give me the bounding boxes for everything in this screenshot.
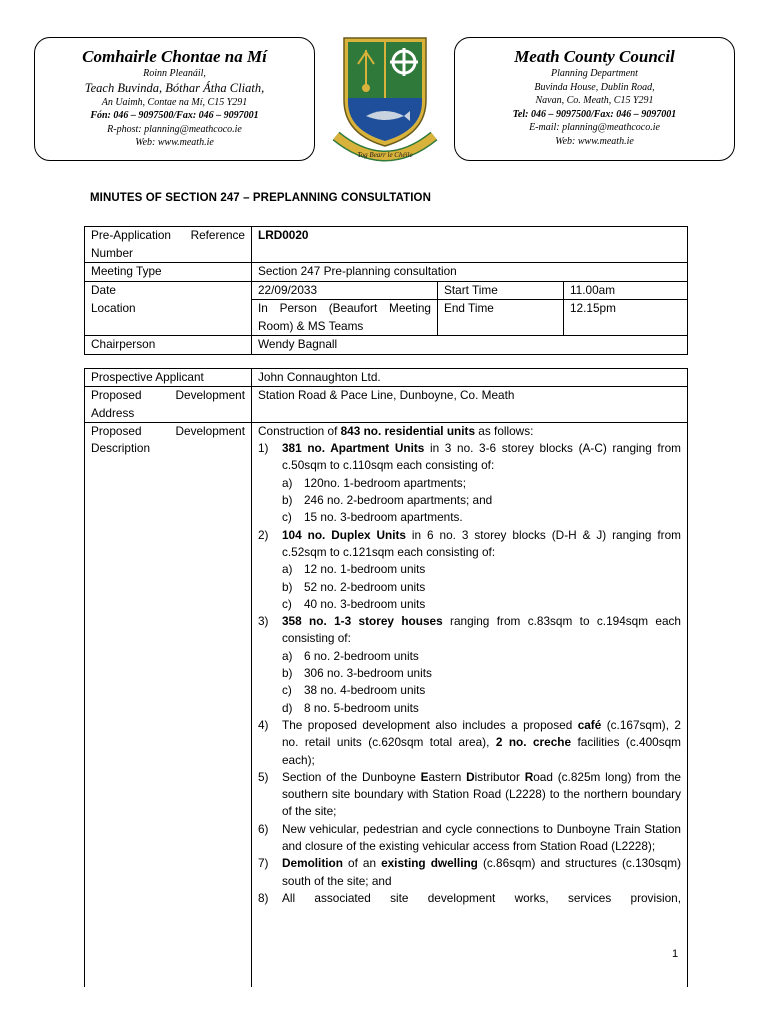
table-row xyxy=(85,369,688,387)
header-irish-web: Web: www.meath.ie xyxy=(135,137,214,148)
header-irish-phone: Fón: 046 – 9097500/Fax: 046 – 9097001 xyxy=(90,110,259,121)
header-english-line: Planning Department xyxy=(551,68,638,79)
address-value: Station Road & Pace Line, Dunboyne, Co. Meath xyxy=(252,387,688,423)
location-value: In Person (Beaufort Meeting Room) & MS Teams xyxy=(252,300,438,336)
application-table xyxy=(84,368,688,987)
list-item: 5) Section of the Dunboyne Eastern Distributor Road (c.825m long) from the southern site boundary with Station Road (L2228) to the northern boundary of the site; xyxy=(258,769,681,819)
applicant-label: Prospective Applicant xyxy=(85,369,252,387)
table-row xyxy=(85,387,688,423)
table-row xyxy=(85,227,688,263)
header-english-title: Meath County Council xyxy=(514,47,675,66)
page-number: 1 xyxy=(672,948,679,960)
end-time-value: 12.15pm xyxy=(564,300,688,336)
chairperson-label: Chairperson xyxy=(85,336,252,355)
table-row xyxy=(85,422,688,987)
meeting-details-table xyxy=(84,226,688,355)
list-item: c) 38 no. 4-bedroom units xyxy=(282,683,426,698)
address-label: Proposed Development Address xyxy=(85,387,252,423)
location-label: Location xyxy=(85,300,252,336)
list-item: a) 6 no. 2-bedroom units xyxy=(282,648,419,663)
list-item: c) 40 no. 3-bedroom units xyxy=(282,596,426,611)
description-value xyxy=(252,422,688,987)
description-label: Proposed Development Description xyxy=(85,422,252,987)
list-item: b) 306 no. 3-bedroom units xyxy=(282,666,432,681)
header-irish-line: Teach Buvinda, Bóthar Átha Cliath, xyxy=(84,80,265,95)
table-row xyxy=(85,336,688,355)
list-item: a) 120no. 1-bedroom apartments; xyxy=(282,475,466,490)
date-value: 22/09/2033 xyxy=(252,281,438,300)
header-irish-line: An Uaimh, Contae na Mí, C15 Y291 xyxy=(101,96,248,108)
list-item: 6) New vehicular, pedestrian and cycle connections to Dunboyne Train Station and closure of the existing vehicular access from Station Road (L2228); xyxy=(258,821,681,854)
list-item: 3) 358 no. 1-3 storey houses ranging from c.83sqm to c.194sqm each consisting of: a) 6 no. 2-bedroom units b) 306 no. 3-bedroom units c) 38 no. 4-bedroom units d) 8 no. 5-bedroom units xyxy=(258,613,681,717)
header-irish-email: R-phost: planning@meathcoco.ie xyxy=(107,123,242,135)
list-item: c) 15 no. 3-bedroom apartments. xyxy=(282,510,463,525)
applicant-value: John Connaughton Ltd. xyxy=(252,369,688,387)
chairperson-value: Wendy Bagnall xyxy=(252,336,688,355)
header-english-email: E-mail: planning@meathcoco.ie xyxy=(529,122,660,133)
meeting-type-value: Section 247 Pre-planning consultation xyxy=(252,263,688,282)
header-english-box xyxy=(454,37,735,161)
header-english-web: Web: www.meath.ie xyxy=(555,135,634,147)
table-row xyxy=(85,281,688,300)
header-english-line: Navan, Co. Meath, C15 Y291 xyxy=(535,95,654,106)
table-row xyxy=(85,263,688,282)
start-time-value: 11.00am xyxy=(564,281,688,300)
list-item: 7) Demolition of an existing dwelling (c.86sqm) and structures (c.130sqm) south of the site; and xyxy=(258,856,682,888)
description-list xyxy=(258,440,681,907)
list-item: 8) All associated site development works, services provision, xyxy=(258,890,681,905)
list-item: a) 12 no. 1-bedroom units xyxy=(282,562,426,577)
header-irish-title: Comhairle Chontae na Mí xyxy=(82,47,267,66)
header-english-phone: Tel: 046 – 9097500/Fax: 046 – 9097001 xyxy=(512,108,677,120)
end-time-label: End Time xyxy=(438,300,564,336)
council-crest-logo xyxy=(330,30,440,164)
list-item: b) 52 no. 2-bedroom units xyxy=(282,579,426,594)
list-item: b) 246 no. 2-bedroom apartments; and xyxy=(282,493,493,508)
list-item: d) 8 no. 5-bedroom units xyxy=(282,700,419,715)
list-item: 2) 104 no. Duplex Units in 6 no. 3 storey blocks (D-H & J) ranging from c.52sqm to c.121sqm each consisting of: a) 12 no. 1-bedroom units b) 52 no. 2-bedroom units c) 40 no. 3-bedroom units xyxy=(258,527,681,613)
header-irish-box xyxy=(34,37,315,161)
list-item: 4) The proposed development also includes a proposed café (c.167sqm), 2 no. retail units (c.620sqm total area), 2 no. creche facilities (c.400sqm each); xyxy=(258,717,681,767)
meeting-type-label: Meeting Type xyxy=(85,263,252,282)
start-time-label: Start Time xyxy=(438,281,564,300)
crest-motto: Tog Bearr le Chéile xyxy=(357,151,413,159)
list-item: 1) 381 no. Apartment Units in 3 no. 3-6 storey blocks (A-C) ranging from c.50sqm to c.110sqm each consisting of: a) 120no. 1-bedroom apartments; b) 246 no. 2-bedroom apartments; and c) 15 no. 3-bedroom apartments. xyxy=(258,440,681,526)
header-english-line: Buvinda House, Dublin Road, xyxy=(534,81,655,93)
document-title: MINUTES OF SECTION 247 – PREPLANNING CONSULTATION xyxy=(90,192,431,204)
description-intro: Construction of 843 no. residential units as follows: xyxy=(258,423,534,438)
ref-value: LRD0020 xyxy=(252,227,688,263)
date-label: Date xyxy=(85,281,252,300)
ref-label: Pre-Application Reference Number xyxy=(85,227,252,263)
table-row xyxy=(85,300,688,336)
header-irish-line: Roinn Pleanáil, xyxy=(143,68,206,79)
